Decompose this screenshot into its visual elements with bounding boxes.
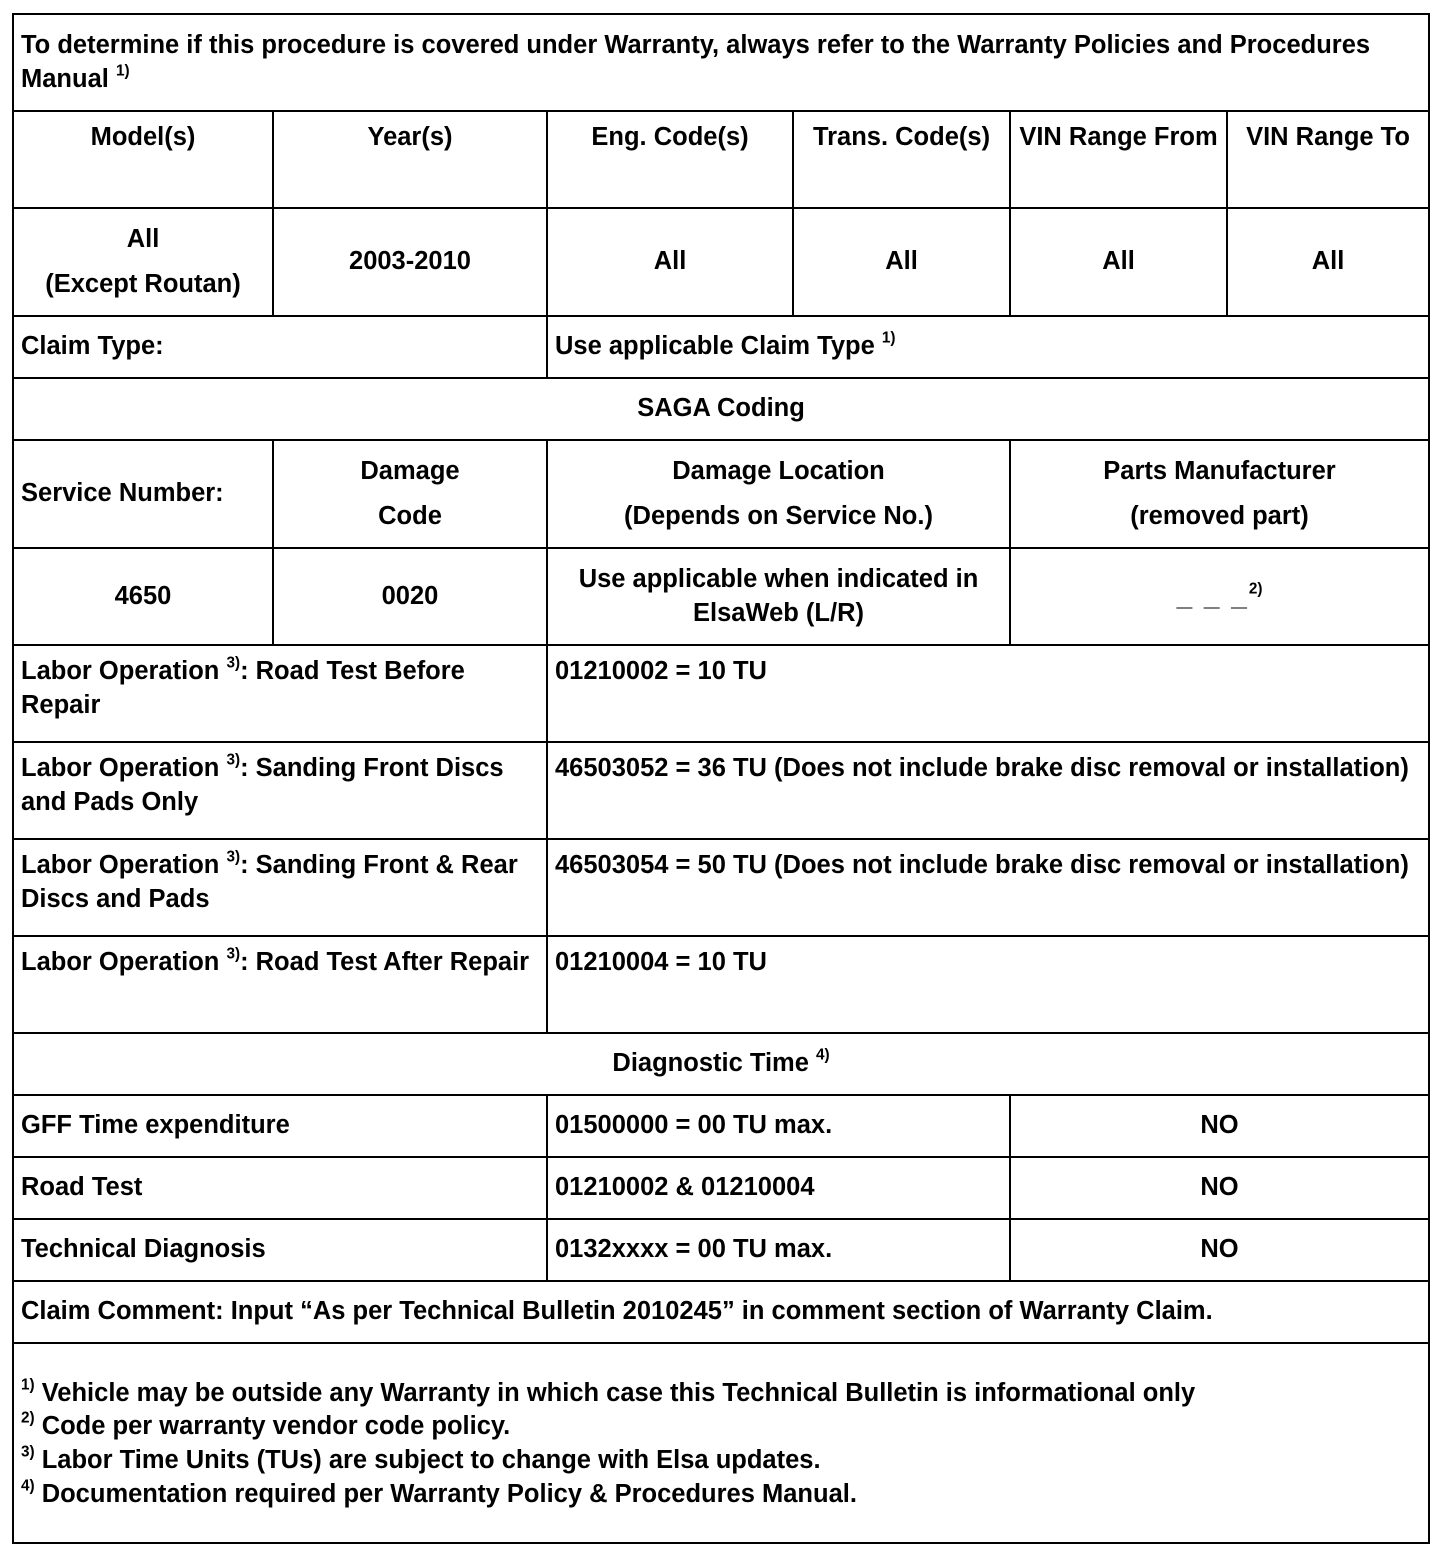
warranty-intro (13, 14, 1429, 111)
service-number-label: Service Number: (13, 440, 273, 548)
diagnostic-footnote-ref: 4) (816, 1046, 830, 1064)
parts-manufacturer-header (1010, 440, 1429, 548)
applicability-values-row (13, 208, 1429, 316)
model-line1: All (126, 225, 160, 254)
service-number-value: 4650 (13, 548, 273, 645)
diagnostic-title (13, 1033, 1429, 1095)
claim-type-label: Claim Type: (13, 316, 547, 378)
intro-row (13, 14, 1429, 111)
value-models (13, 208, 273, 316)
labor-prefix: Labor Operation (21, 851, 220, 879)
damage-location-value: Use applicable when indicated in ElsaWeb (L/R) (547, 548, 1010, 645)
value-eng-codes: All (547, 208, 793, 316)
footnote-number: 3) (21, 1443, 35, 1461)
parts-manufacturer-header-line1: Parts Manufacturer (1103, 457, 1336, 486)
intro-text: To determine if this procedure is covered under Warranty, always refer to the Warranty Policies and Procedures Manual (21, 30, 1371, 93)
diagnostic-title-text: Diagnostic Time (612, 1049, 809, 1078)
diagnostic-row (13, 1095, 1429, 1157)
labor-value: 46503054 = 50 TU (Does not include brake disc removal or installation) (547, 839, 1429, 936)
labor-label (13, 742, 547, 839)
diagnostic-label: GFF Time expenditure (13, 1095, 547, 1157)
labor-label (13, 839, 547, 936)
damage-code-value: 0020 (273, 548, 547, 645)
diagnostic-label: Technical Diagnosis (13, 1219, 547, 1281)
diagnostic-flag: NO (1010, 1219, 1429, 1281)
labor-prefix: Labor Operation (21, 948, 220, 976)
labor-desc: : Sanding Front & Rear Discs and Pads (21, 851, 518, 913)
labor-footnote-ref: 3) (226, 848, 241, 866)
labor-desc: : Sanding Front Discs and Pads Only (21, 754, 504, 816)
labor-footnote-ref: 3) (226, 751, 241, 769)
footnote-text: Documentation required per Warranty Policy & Procedures Manual. (34, 1479, 857, 1508)
footnotes (13, 1343, 1429, 1543)
footnote (21, 1444, 1421, 1478)
parts-footnote-ref: 2) (1248, 580, 1263, 598)
claim-type-row (13, 316, 1429, 378)
saga-values-row (13, 548, 1429, 645)
header-vin-to: VIN Range To (1227, 111, 1429, 208)
value-vin-from: All (1010, 208, 1227, 316)
footnotes-row (13, 1343, 1429, 1543)
diagnostic-flag: NO (1010, 1095, 1429, 1157)
header-eng-codes: Eng. Code(s) (547, 111, 793, 208)
claim-type-text: Use applicable Claim Type (555, 332, 875, 361)
diagnostic-title-row (13, 1033, 1429, 1095)
claim-type-value (547, 316, 1429, 378)
footnote (21, 1478, 1421, 1512)
claim-comment-row (13, 1281, 1429, 1343)
labor-value: 01210004 = 10 TU (547, 936, 1429, 1033)
header-vin-from: VIN Range From (1010, 111, 1227, 208)
value-trans-codes: All (793, 208, 1010, 316)
parts-manufacturer-value (1010, 548, 1429, 645)
labor-prefix: Labor Operation (21, 754, 220, 782)
claim-type-footnote-ref: 1) (881, 329, 896, 347)
diagnostic-row (13, 1219, 1429, 1281)
damage-location-header (547, 440, 1010, 548)
labor-row (13, 839, 1429, 936)
footnote-text: Code per warranty vendor code policy. (34, 1412, 511, 1441)
damage-code-header-line1: Damage (360, 457, 460, 486)
labor-desc: : Road Test After Repair (240, 948, 530, 976)
damage-code-header-line2: Code (378, 502, 442, 530)
saga-header-row (13, 440, 1429, 548)
warranty-table (12, 13, 1430, 1544)
header-trans-codes: Trans. Code(s) (793, 111, 1010, 208)
labor-row (13, 936, 1429, 1033)
footnote-number: 4) (21, 1477, 35, 1495)
header-years: Year(s) (273, 111, 547, 208)
labor-row (13, 742, 1429, 839)
diagnostic-label: Road Test (13, 1157, 547, 1219)
diagnostic-value: 01500000 = 00 TU max. (547, 1095, 1010, 1157)
value-years: 2003-2010 (273, 208, 547, 316)
footnote (21, 1410, 1421, 1444)
saga-title: SAGA Coding (13, 378, 1429, 440)
claim-comment: Claim Comment: Input “As per Technical Bulletin 2010245” in comment section of Warranty Claim. (13, 1281, 1429, 1343)
header-models: Model(s) (13, 111, 273, 208)
footnote (21, 1377, 1421, 1411)
intro-footnote-ref: 1) (115, 62, 130, 80)
saga-title-row (13, 378, 1429, 440)
damage-location-header-line1: Damage Location (672, 457, 885, 486)
applicability-header-row (13, 111, 1429, 208)
value-vin-to: All (1227, 208, 1429, 316)
labor-desc: : Road Test Before Repair (21, 657, 465, 719)
labor-footnote-ref: 3) (226, 945, 241, 963)
diagnostic-flag: NO (1010, 1157, 1429, 1219)
model-line2: (Except Routan) (45, 270, 241, 298)
diagnostic-row (13, 1157, 1429, 1219)
labor-value: 01210002 = 10 TU (547, 645, 1429, 742)
labor-label (13, 936, 547, 1033)
labor-label (13, 645, 547, 742)
labor-row (13, 645, 1429, 742)
damage-location-header-line2: (Depends on Service No.) (624, 502, 933, 530)
diagnostic-value: 01210002 & 01210004 (547, 1157, 1010, 1219)
labor-value: 46503052 = 36 TU (Does not include brake disc removal or installation) (547, 742, 1429, 839)
parts-manufacturer-header-line2: (removed part) (1130, 502, 1309, 530)
parts-manufacturer-dashes: _ _ _ (1176, 580, 1249, 612)
damage-code-header (273, 440, 547, 548)
footnote-number: 1) (21, 1376, 35, 1394)
footnote-text: Labor Time Units (TUs) are subject to change with Elsa updates. (34, 1446, 821, 1474)
diagnostic-value: 0132xxxx = 00 TU max. (547, 1219, 1010, 1281)
labor-footnote-ref: 3) (226, 654, 241, 672)
footnote-text: Vehicle may be outside any Warranty in which case this Technical Bulletin is informational only (34, 1378, 1196, 1407)
labor-prefix: Labor Operation (21, 657, 220, 685)
footnote-number: 2) (21, 1409, 35, 1427)
